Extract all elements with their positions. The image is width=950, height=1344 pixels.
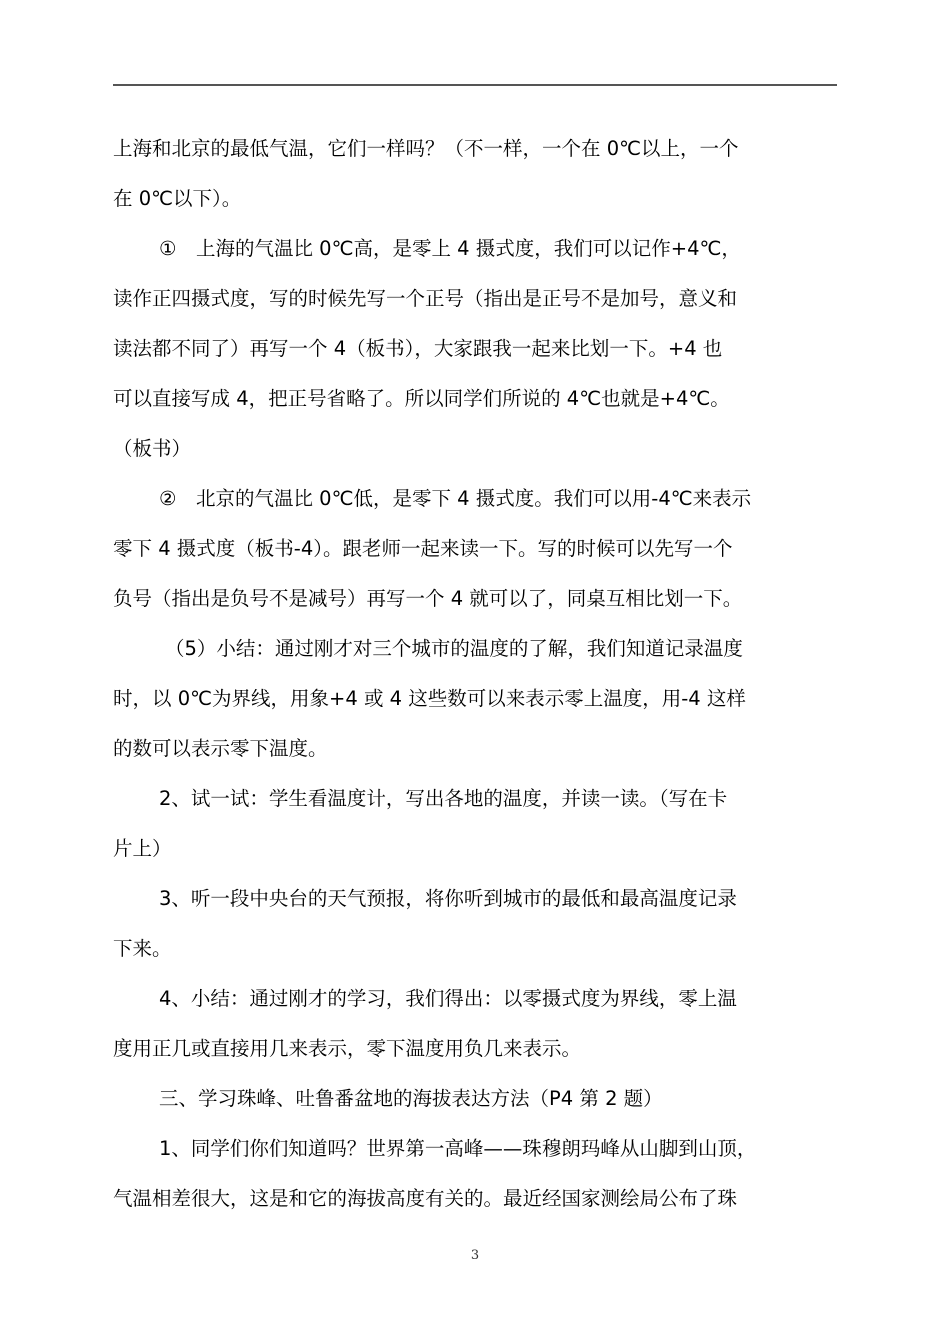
paragraph-line: 可以直接写成 4，把正号省略了。所以同学们所说的 4℃也就是+4℃。 — [113, 387, 730, 410]
paragraph-line: 的数可以表示零下温度。 — [113, 737, 328, 760]
paragraph-line: 读作正四摄式度，写的时候先写一个正号（指出是正号不是加号，意义和 — [113, 287, 738, 310]
paragraph-line: 2、试一试：学生看温度计，写出各地的温度，并读一读。（写在卡 — [159, 787, 728, 810]
page-number: 3 — [470, 1248, 480, 1263]
paragraph-line: （板书） — [113, 437, 192, 460]
paragraph-line: 1、同学们你们知道吗？世界第一高峰——珠穆朗玛峰从山脚到山顶， — [159, 1137, 757, 1160]
paragraph-line: 上海和北京的最低气温，它们一样吗？（不一样，一个在 0℃以上，一个 — [113, 137, 739, 160]
paragraph-line: （5）小结：通过刚才对三个城市的温度的了解，我们知道记录温度 — [165, 637, 743, 660]
paragraph-line: 气温相差很大，这是和它的海拔高度有关的。最近经国家测绘局公布了珠 — [113, 1187, 738, 1210]
paragraph-line: ② 北京的气温比 0℃低，是零下 4 摄式度。我们可以用-4℃来表示 — [159, 487, 752, 510]
paragraph-line: 度用正几或直接用几来表示，零下温度用负几来表示。 — [113, 1037, 582, 1060]
paragraph-line: 读法都不同了）再写一个 4（板书），大家跟我一起来比划一下。+4 也 — [113, 337, 723, 360]
paragraph-line: 零下 4 摄式度（板书-4）。跟老师一起来读一下。写的时候可以先写一个 — [113, 537, 733, 560]
paragraph-line: 3、听一段中央台的天气预报，将你听到城市的最低和最高温度记录 — [159, 887, 737, 910]
paragraph-line: 负号（指出是负号不是减号）再写一个 4 就可以了，同桌互相比划一下。 — [113, 587, 743, 610]
section-heading: 三、学习珠峰、吐鲁番盆地的海拔表达方法（P4 第 2 题） — [159, 1087, 663, 1110]
paragraph-line: ① 上海的气温比 0℃高，是零上 4 摄式度，我们可以记作+4℃， — [159, 237, 741, 260]
paragraph-line: 4、小结：通过刚才的学习，我们得出：以零摄式度为界线，零上温 — [159, 987, 737, 1010]
paragraph-line: 下来。 — [113, 937, 172, 960]
header-rule — [113, 84, 837, 86]
paragraph-line: 时，以 0℃为界线，用象+4 或 4 这些数可以来表示零上温度，用-4 这样 — [113, 687, 746, 710]
paragraph-line: 片上） — [113, 837, 172, 860]
document-body — [113, 124, 839, 1224]
paragraph-line: 在 0℃以下）。 — [113, 187, 242, 210]
